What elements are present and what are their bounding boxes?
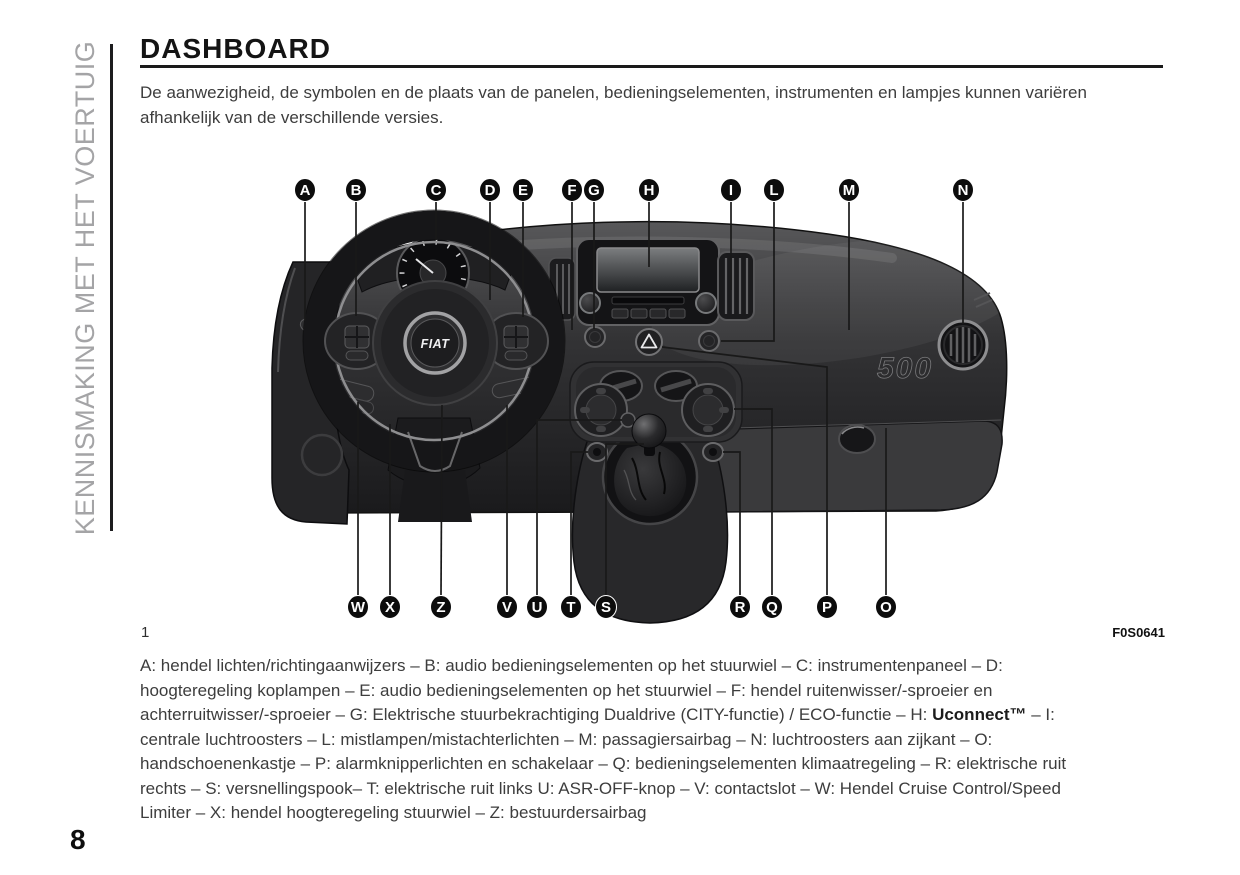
intro-text: De aanwezigheid, de symbolen en de plaats van de panelen, bedieningselementen, instrumenten en lampjes kunnen variëren afhankelijk van de verschillende versies.	[140, 83, 1087, 127]
svg-text:G: G	[588, 182, 600, 200]
chapter-vertical-label: KENNISMAKING MET HET VOERTUIG	[70, 40, 100, 536]
svg-text:A: A	[299, 182, 311, 200]
svg-text:T: T	[566, 599, 576, 617]
uconnect-radio	[577, 239, 719, 325]
radio-knob-left	[580, 293, 600, 313]
figure-code: F0S0641	[1112, 625, 1165, 640]
page-title: DASHBOARD	[140, 33, 331, 64]
figure-number: 1	[141, 624, 150, 641]
callout-letter-R	[730, 596, 751, 619]
legend-text: A: hendel lichten/richtingaanwijzers – B: audio bedieningselementen op het stuurwiel – C: instrumentenpaneel – D: hoogteregeling koplampen – E: audio bedieningselementen op het stuurwiel – F: hendel ruitenwisser/-sproeier en achterruitwisser/-sproeier – G: Elektrische stuurbekrachtiging Dualdrive (CITY-functie) / ECO-functie – H: Uconnect™ – I: centrale luchtroosters – L: mistlampen/mistachterlichten – M: passagiersairbag – N: luchtroosters aan zijkant – O: handschoenenkastje – P: alarmknipperlichten en schakelaar – Q: bedieningselementen klimaatregeling – R: elektrische ruit rechts – S: versnellingspook– T: elektrische ruit links U: ASR-OFF-knop – V: contactslot – W: Hendel Cruise Control/Speed Limiter – X: hendel hoogteregeling stuurwiel – Z: bestuurdersairbag	[140, 656, 1067, 822]
svg-text:D: D	[484, 182, 496, 200]
window-switch-right	[703, 443, 723, 461]
callout-letter-C	[426, 179, 447, 202]
svg-text:S: S	[600, 599, 612, 617]
glovebox-handle	[839, 425, 875, 453]
callout-letter-H	[639, 179, 660, 202]
city-eco-button	[585, 327, 605, 347]
callout-letter-V	[497, 596, 518, 619]
dashboard-illustration	[272, 210, 1010, 623]
callout-letter-P	[817, 596, 838, 619]
glovebox-panel	[700, 420, 1002, 512]
callout-letter-U	[527, 596, 548, 619]
svg-text:E: E	[517, 182, 529, 200]
callout-letter-Q	[762, 596, 783, 619]
callout-letter-S	[596, 596, 617, 619]
callout-letter-A	[295, 179, 316, 202]
window-switch-left	[587, 443, 607, 461]
callout-letter-T	[561, 596, 582, 619]
svg-text:Q: Q	[766, 599, 778, 617]
svg-text:C: C	[430, 182, 442, 200]
svg-text:H: H	[643, 182, 655, 200]
callout-letter-L	[764, 179, 785, 202]
svg-text:X: X	[384, 599, 396, 617]
svg-text:V: V	[501, 599, 513, 617]
radio-display	[597, 248, 699, 292]
callout-letter-M	[839, 179, 860, 202]
svg-text:O: O	[880, 599, 892, 617]
svg-text:U: U	[531, 599, 543, 617]
svg-text:R: R	[734, 599, 746, 617]
climate-knob-left	[575, 384, 627, 436]
callout-letter-Z	[431, 596, 452, 619]
dashboard-figure	[270, 176, 1010, 625]
callout-letter-D	[480, 179, 501, 202]
fiat-badge	[405, 313, 465, 373]
svg-text:M: M	[842, 182, 856, 200]
callout-letter-X	[380, 596, 401, 619]
callout-letter-N	[953, 179, 974, 202]
callout-letter-F	[562, 179, 583, 202]
title-rule	[140, 65, 1163, 68]
svg-text:I: I	[728, 182, 734, 200]
central-air-vent	[718, 252, 754, 320]
chapter-divider-rule	[110, 44, 113, 531]
svg-text:FIAT: FIAT	[420, 337, 450, 351]
svg-text:P: P	[821, 599, 833, 617]
callout-line-Z	[441, 405, 442, 595]
climate-knob-right	[682, 384, 734, 436]
logo-500: 500	[876, 352, 934, 385]
svg-text:F: F	[567, 182, 577, 200]
callout-letter-O	[876, 596, 897, 619]
svg-text:Z: Z	[436, 599, 446, 617]
svg-text:L: L	[769, 182, 779, 200]
callout-letter-B	[346, 179, 367, 202]
callout-letter-W	[348, 596, 369, 619]
svg-text:N: N	[957, 182, 969, 200]
callout-letter-G	[584, 179, 605, 202]
hazard-button	[636, 329, 662, 355]
svg-text:W: W	[350, 599, 366, 617]
fog-lamp-button	[699, 331, 719, 351]
callout-letter-E	[513, 179, 534, 202]
svg-text:B: B	[350, 182, 362, 200]
page-number: 8	[70, 824, 86, 855]
radio-knob-right	[696, 293, 716, 313]
callout-letter-I	[721, 179, 742, 202]
